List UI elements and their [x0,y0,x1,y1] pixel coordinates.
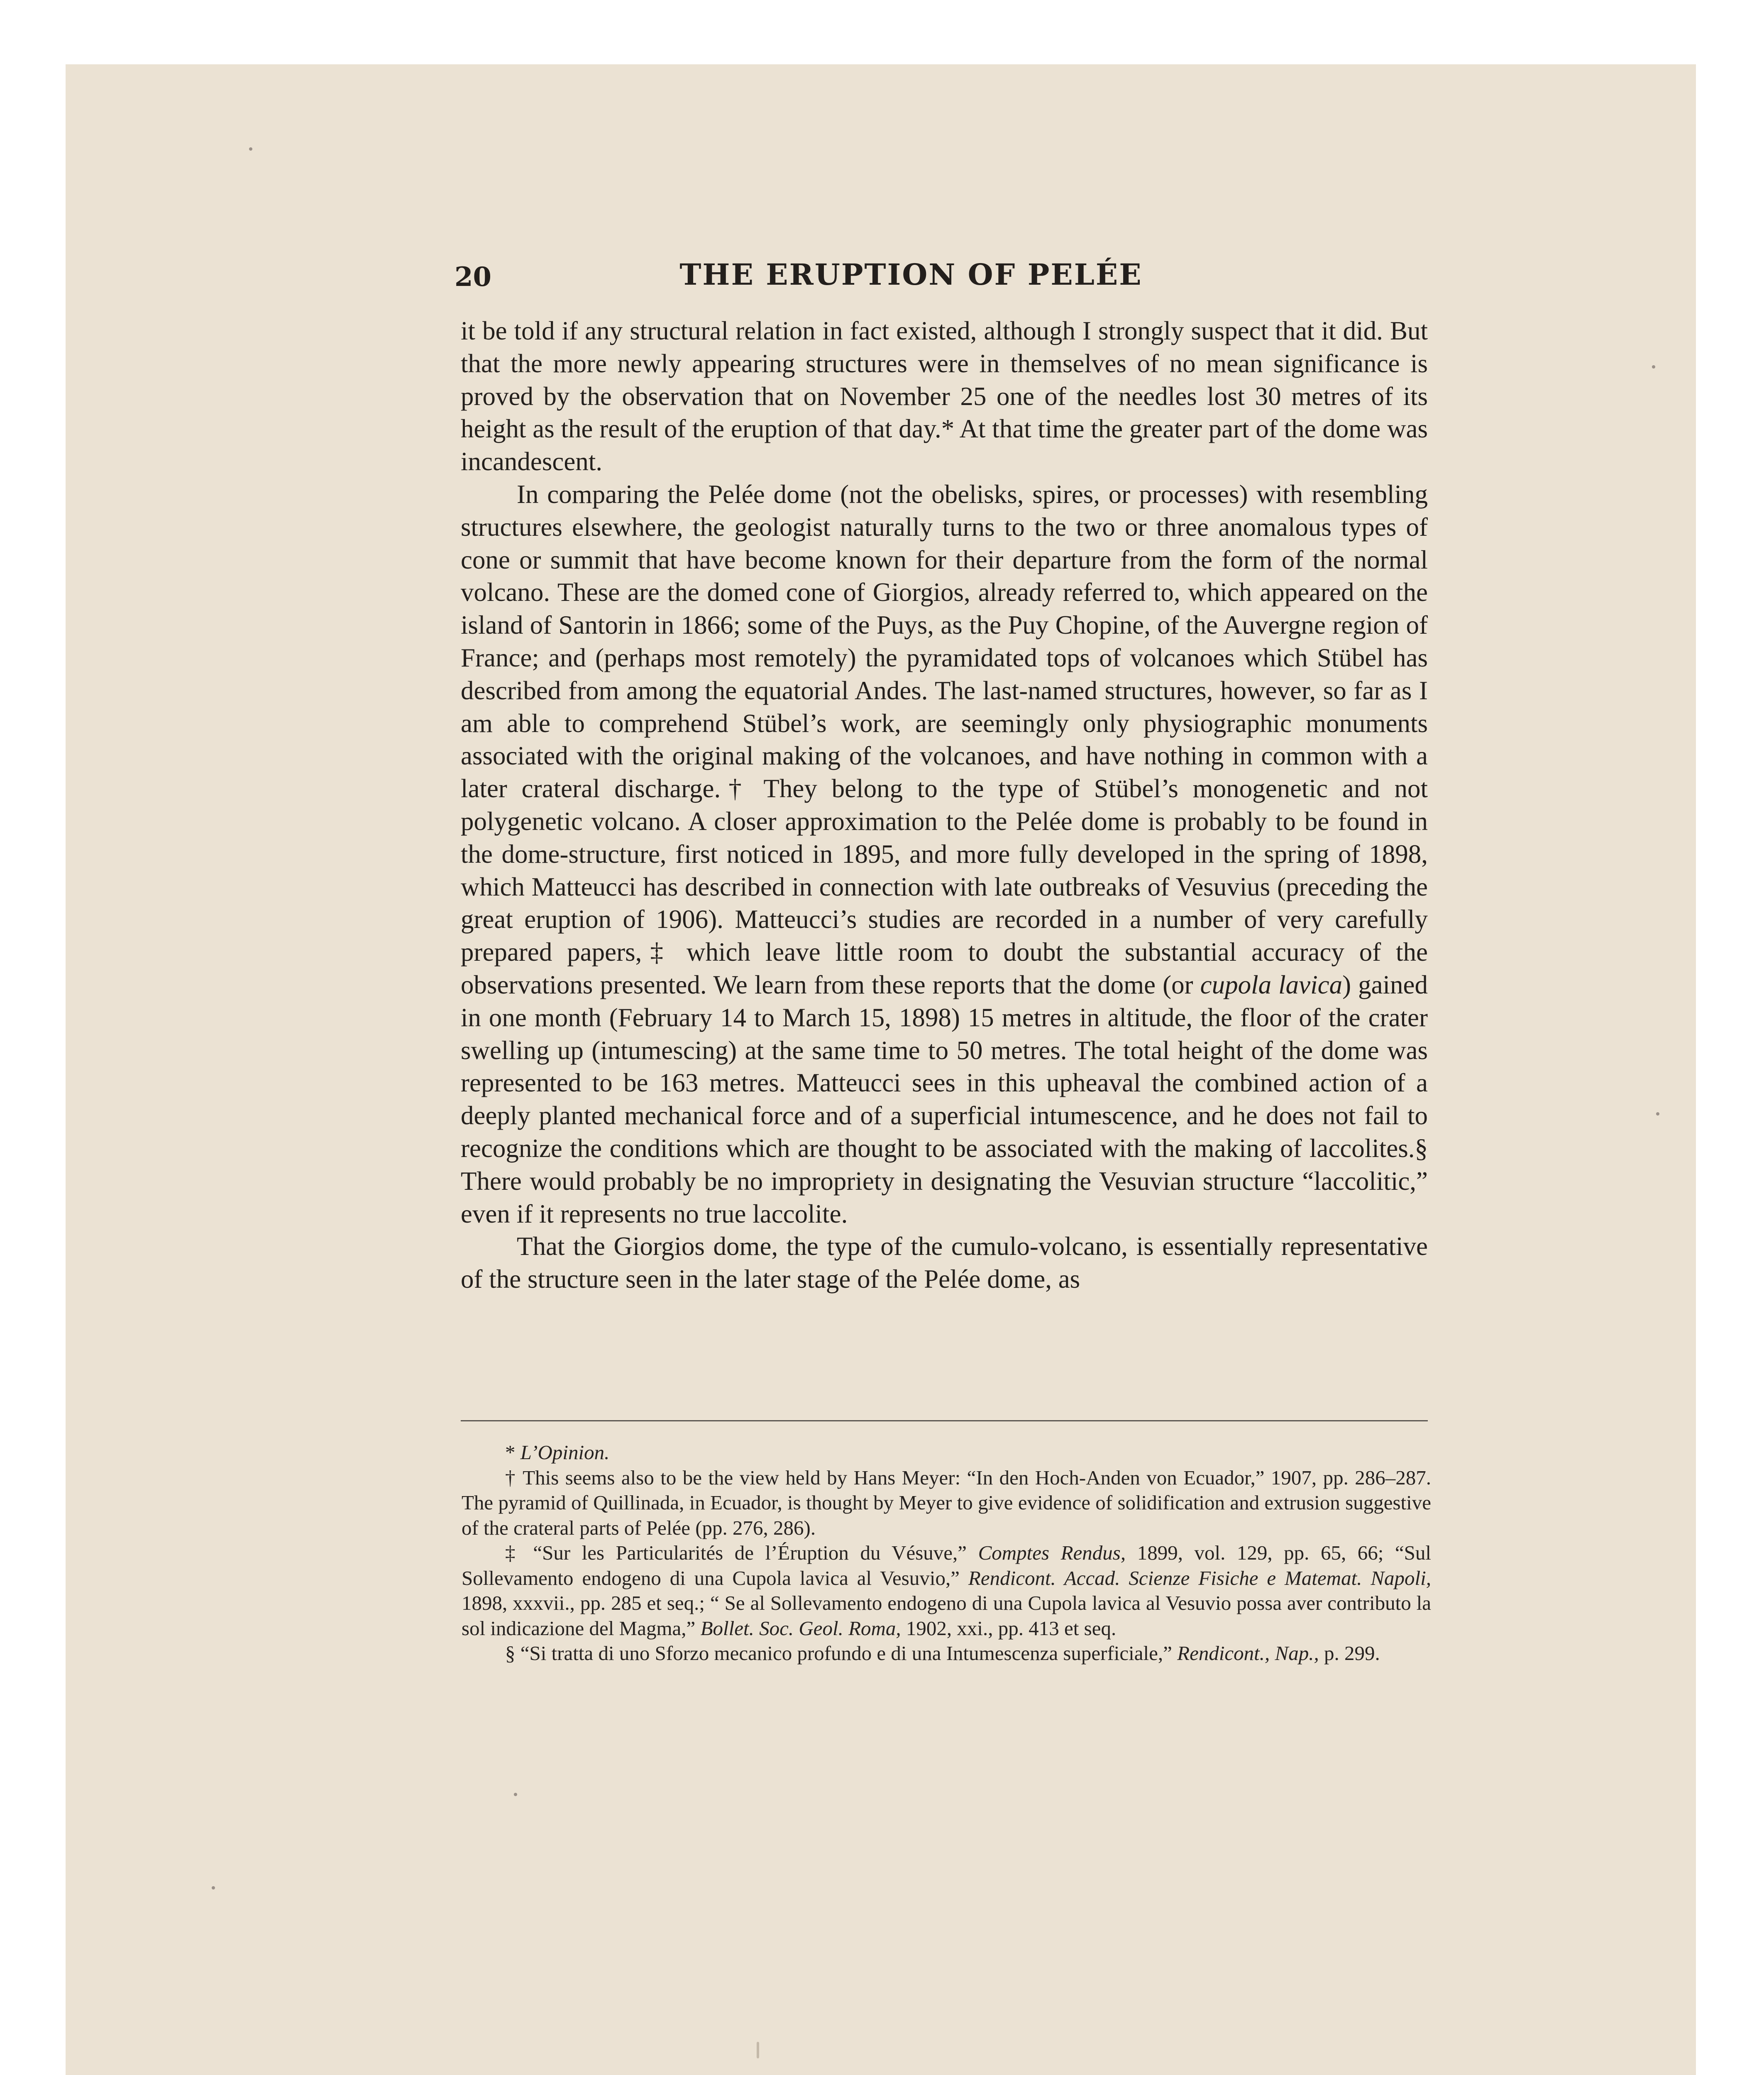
paper-speck [757,2042,759,2058]
footnote-3-part-a: ‡ “Sur les Particularités de l’Éruption du Vésuve,” [505,1541,967,1564]
paragraph-2-italic: cupola lavica [1200,970,1343,999]
paragraph-1: it be told if any structural relation in fact existed, although I strongly suspect that it did. But that the more newly appearing structures were in themselves of no mean significance is proved by the observation that on November 25 one of the needles lost 30 metres of its height as the result of the eruption of that day.* At that time the greater part of the dome was incandescent. [461,316,1428,476]
footnote-4-part-b: p. 299. [1324,1642,1380,1665]
page-number: 20 [454,261,492,293]
paper-speck [1656,1112,1659,1116]
footnote-4-part-a: § “Si tratta di uno Sforzo mecanico profundo e di una Intumescenza superficiale,” [505,1642,1172,1665]
footnote-3 [462,1540,1431,1641]
footnote-1 [462,1440,1431,1465]
footnote-1-mark: * [505,1441,520,1464]
paper-speck [212,1886,215,1889]
footnote-4 [462,1641,1431,1666]
footnote-3-part-b: 1899, vol. 129, pp. 65, 66; “Sul Sollevamento endogeno di una Cupola lavica al Vesuvio,” [462,1541,1432,1589]
paragraph-3: That the Giorgios dome, the type of the cumulo-volcano, is essentially representative of the structure seen in the later stage of the Pelée dome, as [461,1232,1428,1294]
footnote-rule [461,1420,1428,1421]
footnote-3-part-c: 1898, xxxvii., pp. 285 et seq.; “ Se al Sollevamento endogeno di una Cupola lavica al Vesuvio possa aver contributo la sol indicazione del Magma,” [462,1592,1431,1640]
paragraph-2-part-a: In comparing the Pelée dome (not the obelisks, spires, or processes) with resembling structures elsewhere, the geologist naturally turns to the two or three anomalous types of cone or summit that have become known for their departure from the form of the normal volcano. These are the domed cone of Giorgios, already referred to, which appeared on the island of Santorin in 1866; some of the Puys, as the Puy Chopine, of the Auvergne region of France; and (perhaps most remotely) the pyramidated tops of volcanoes which Stübel has described from among the equatorial Andes. The last-named structures, however, so far as I am able to comprehend Stübel’s work, are seemingly only physiographic monuments associated with the original making of the volcanoes, and have nothing in common with a later crateral discharge.† They belong to the type of Stübel’s monogenetic and not polygenetic volcano. A closer approximation to the Pelée dome is probably to be found in the dome-structure, first noticed in 1895, and more fully developed in the spring of 1898, which Matteucci has described in connection with late outbreaks of Vesuvius (preceding the great eruption of 1906). Matteucci’s studies are recorded in a number of very carefully prepared papers,‡ which leave little room to doubt the substantial accuracy of the observations presented. We learn from these reports that the dome (or [461,479,1428,999]
footnote-3-italic-3: Bollet. Soc. Geol. Roma, [700,1616,901,1640]
page-header [396,257,1426,307]
paper-speck [1652,365,1655,369]
footnote-1-text: L’Opinion. [520,1441,610,1464]
running-title: THE ERUPTION OF PELÉE [679,257,1143,292]
paper-speck [514,1793,517,1796]
paper-speck [249,147,252,151]
footnote-3-italic-2: Rendicont. Accad. Scienze Fisiche e Matemat. Napoli, [968,1566,1431,1589]
paragraph-2 [461,478,1428,1230]
footnote-2: † This seems also to be the view held by Hans Meyer: “In den Hoch-Anden von Ecuador,” 1907, pp. 286–287. The pyramid of Quillinada, in Ecuador, is thought by Meyer to give evidence of solidification and extrusion suggestive of the crateral parts of Pelée (pp. 276, 286). [462,1466,1431,1539]
footnote-4-italic: Rendicont., Nap., [1177,1642,1319,1665]
header-row [396,257,1426,307]
footnote-3-part-d: 1902, xxi., pp. 413 et seq. [906,1616,1117,1640]
footnotes [462,1440,1431,1666]
main-text [461,315,1428,1296]
footnote-3-italic-1: Comptes Rendus, [978,1541,1126,1564]
paragraph-2-part-b: ) gained in one month (February 14 to March 15, 1898) 15 metres in altitude, the floor of the crater swelling up (intumescing) at the same time to 50 metres. The total height of the dome was represented to be 163 metres. Matteucci sees in this upheaval the combined action of a deeply planted mechanical force and of a superficial intumescence, and he does not fail to recognize the conditions which are thought to be associated with the making of laccolites.§ There would probably be no impropriety in designating the Vesuvian structure “laccolitic,” even if it represents no true laccolite. [461,970,1428,1228]
